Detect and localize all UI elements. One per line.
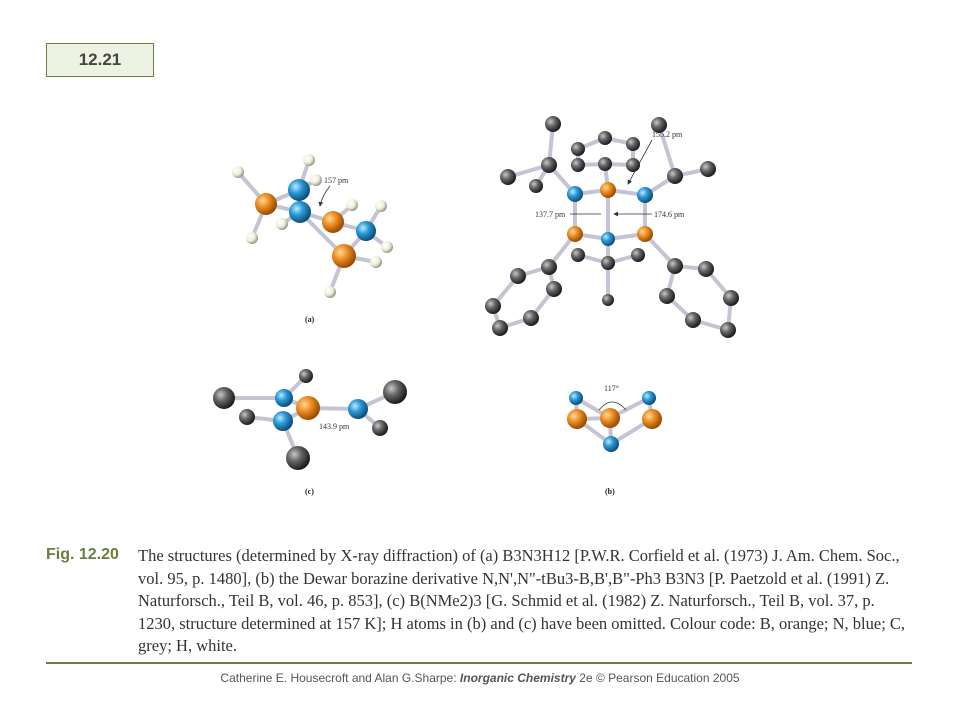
bond-length-label-b1: 155.2 pm bbox=[652, 130, 683, 139]
bond-length-label-b2: 137.7 pm bbox=[535, 210, 566, 219]
structure-c-atoms bbox=[213, 369, 407, 470]
bond-length-label-c: 143.9 pm bbox=[319, 422, 350, 431]
bond-length-label-b3: 174.6 pm bbox=[654, 210, 685, 219]
structure-b-atoms bbox=[485, 116, 739, 338]
credit-book-title: Inorganic Chemistry bbox=[459, 671, 576, 685]
caption-label: Fig. 12.20 bbox=[46, 546, 119, 563]
angle-label-b: 117° bbox=[604, 384, 619, 393]
caption-text: The structures (determined by X-ray diffraction) of (a) B3N3H12 [P.W.R. Corfield et al. (1973) J. Am. Chem. Soc., vol. 95, p. 1480], (b) the Dewar borazine derivative N,N',N"-tBu3-B,B',B"-Ph3 B3N3 [P. Paetzold et al. (1991) Z. Naturforsch., Teil B, vol. 46, p. 853], (c) B(NMe2)3 [G. Schmid et al. (1982) Z. Naturforsch., Teil B, vol. 37, p. 1230, structure determined at 157 K]; H atoms in (b) and (c) have been omitted. Colour code: B, orange; N, blue; C, grey; H, white. bbox=[138, 546, 906, 655]
footer-divider bbox=[46, 662, 912, 664]
slide-number: 12.21 bbox=[46, 43, 154, 77]
structure-b-core-atoms bbox=[567, 391, 662, 452]
label-c: (c) bbox=[305, 487, 314, 496]
credit-authors: Catherine E. Housecroft and Alan G.Sharpe: bbox=[220, 671, 460, 685]
copyright-credit bbox=[0, 671, 960, 685]
bond-length-label-a: 157 pm bbox=[324, 176, 349, 185]
label-b: (b) bbox=[605, 487, 615, 496]
label-a: (a) bbox=[305, 315, 315, 324]
credit-edition: 2e © Pearson Education 2005 bbox=[575, 671, 740, 685]
